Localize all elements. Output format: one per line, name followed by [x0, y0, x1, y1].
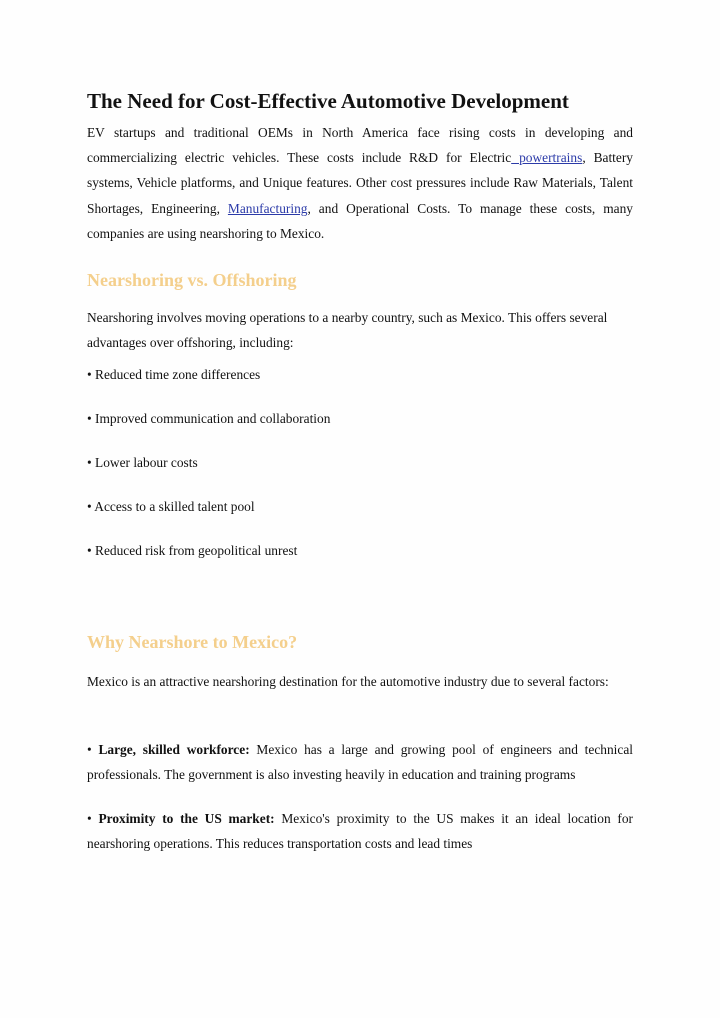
nearshoring-text: Nearshoring involves moving operations to a nearby country, such as Mexico. This offers several advantages over offshoring, including: [87, 310, 608, 351]
bullet-item: • Improved communication and collaboration [87, 411, 331, 426]
bullet-item: • Lower labour costs [87, 455, 198, 470]
intro-text [87, 120, 633, 246]
section-mexico-paragraph [87, 669, 633, 694]
factor-text [87, 806, 633, 856]
page-title: The Need for Cost-Effective Automotive Development [87, 89, 569, 113]
intro-text-3: , and Operational Costs. To manage these costs, many companies are using nearshoring to Mexico. [87, 200, 633, 241]
section-heading-nearshoring: Nearshoring vs. Offshoring [87, 270, 297, 290]
bullet-item: • Reduced risk from geopolitical unrest [87, 543, 298, 558]
mexico-text: Mexico is an attractive nearshoring destination for the automotive industry due to several factors: [87, 674, 609, 689]
section-nearshoring-heading-block [87, 268, 633, 292]
intro-paragraph [87, 120, 633, 246]
factor-item-proximity [87, 806, 633, 856]
intro-text-1: EV startups and traditional OEMs in North America face rising costs in developing and commercializing electric vehicles. These costs include R&D for Electric [87, 125, 633, 166]
intro-text-2: , Battery systems, Vehicle platforms, and Unique features. Other cost pressures include Raw Materials, Talent Shortages, Engineering, [87, 150, 633, 216]
section-nearshoring-paragraph [87, 305, 633, 355]
section-mexico-heading-block [87, 630, 633, 654]
section-heading-mexico: Why Nearshore to Mexico? [87, 632, 298, 652]
factor-description: Mexico's proximity to the US makes it an ideal location for nearshoring operations. This reduces transportation costs and lead times [87, 811, 633, 852]
factor-text [87, 737, 633, 787]
factor-prefix: • [87, 811, 99, 826]
powertrains-link[interactable]: powertrains [511, 150, 583, 166]
factor-label: Proximity to the US market: [98, 811, 275, 826]
manufacturing-link[interactable]: Manufacturing [227, 200, 308, 216]
bullet-item: • Access to a skilled talent pool [87, 499, 255, 514]
title-block [87, 88, 633, 114]
bullet-item: • Reduced time zone differences [87, 367, 261, 382]
factor-item-workforce [87, 737, 633, 787]
factor-prefix: • [87, 742, 99, 757]
factor-description: Mexico has a large and growing pool of engineers and technical professionals. The government is also investing heavily in education and training programs [87, 742, 634, 783]
factor-label: Large, skilled workforce: [98, 742, 250, 757]
